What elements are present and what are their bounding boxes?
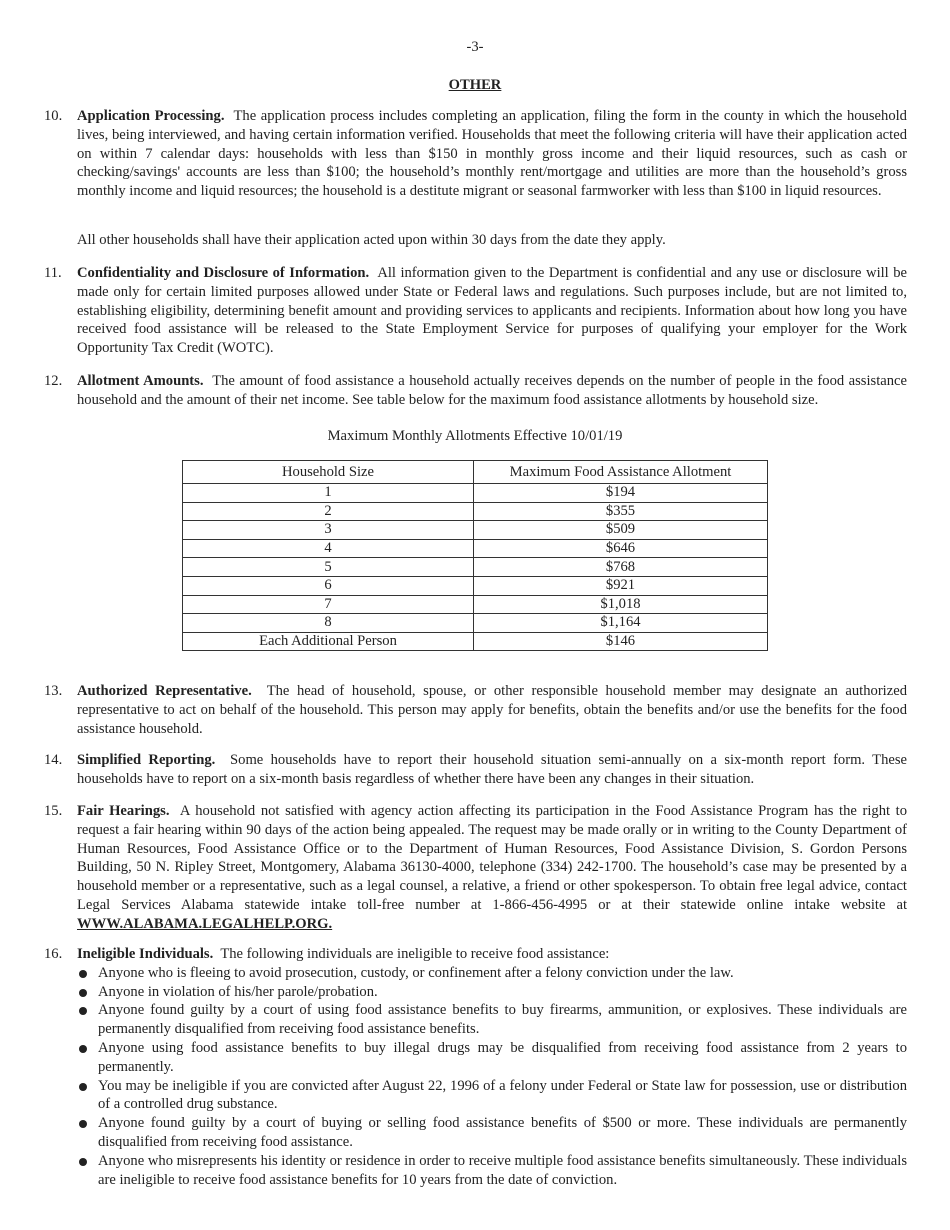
- allotment-table: [182, 460, 768, 651]
- ineligible-list: [77, 964, 907, 1190]
- household-size-cell: 5: [183, 558, 474, 577]
- item-allotment-amounts: [44, 372, 907, 410]
- table-row: [183, 539, 768, 558]
- list-item-text: Anyone in violation of his/her parole/probation.: [98, 983, 378, 1000]
- item-number: 12.: [44, 373, 63, 389]
- item-ineligible-individuals: [44, 945, 907, 1189]
- list-item: [77, 1001, 907, 1039]
- table-row: [183, 576, 768, 595]
- bullet-icon: [79, 1083, 87, 1091]
- bullet-icon: [79, 1007, 87, 1015]
- section-heading: OTHER: [448, 77, 502, 93]
- table-row: [183, 632, 768, 651]
- item-extra-text: All other households shall have their application acted upon within 30 days from the date they apply.: [77, 232, 666, 248]
- item-text: All information given to the Department is confidential and any use or disclosure will be made only for certain limited purposes allowed under State or Federal laws and regulations. Such purposes include, but are not limited to, establishing eligibility, determining benefit amount and providing services to applicants and recipients. Information about how long you have received food assistance will be released to the State Employment Service for purposes of qualifying your employer for the Work Opportunity Tax Credit (WOTC).: [77, 265, 907, 357]
- list-item-text: You may be ineligible if you are convicted after August 22, 1996 of a felony under Federal or State law for possession, use or distribution of a controlled drug substance.: [98, 1077, 907, 1113]
- item-text: A household not satisfied with agency action affecting its participation in the Food Assistance Program has the right to request a fair hearing within 90 days of the action being appealed. The request may be made orally or in writing to the County Department of Human Resources, Food Assistance Office or to the Department of Human Resources, Food Assistance Division, S. Gordon Persons Building, 50 N. Ripley Street, Montgomery, Alabama 36130-4000, telephone (334) 242-1700. The household’s case may be presented by a household member or a representative, such as a legal counsel, a relative, a friend or other spokesperson. To obtain free legal advice, contact Legal Services Alabama statewide intake toll-free number at 1-866-456-4995 or at their statewide online intake website at: [77, 803, 907, 913]
- item-title: Authorized Representative.: [77, 683, 252, 699]
- bullet-icon: [79, 1120, 87, 1128]
- list-item-text: Anyone found guilty by a court of buying or selling food assistance benefits of $500 or more. These individuals are permanently disqualified from receiving food assistance.: [98, 1115, 907, 1150]
- list-item-text: Anyone who misrepresents his identity or residence in order to receive multiple food assistance benefits simultaneously. These individuals are ineligible to receive food assistance benefits for 10 years from the date of conviction.: [98, 1152, 907, 1188]
- page-number: -3-: [466, 39, 484, 55]
- household-size-cell: 4: [183, 539, 474, 558]
- allotment-cell: $646: [474, 539, 768, 558]
- list-item: [77, 1039, 907, 1077]
- item-authorized-representative: [44, 682, 907, 738]
- allotment-cell: $1,018: [474, 595, 768, 614]
- table-row: [183, 521, 768, 540]
- table-row: [183, 484, 768, 503]
- allotment-cell: $768: [474, 558, 768, 577]
- column-header: Household Size: [183, 461, 474, 484]
- item-text: The application process includes completing an application, filing the form in the county in which the household lives, being interviewed, and having certain information verified. Households that meet the following criteria will have their application acted on within 7 calendar days: households with less than $150 in monthly gross income and their liquid resources, such as cash or checking/savings' accounts are less than $100; the household’s monthly rent/mortgage and utilities are more than the household’s gross monthly income and liquid resources; the household is a destitute migrant or seasonal farmworker with less than $100 in liquid resources.: [77, 108, 907, 200]
- item-number: 10.: [44, 108, 63, 124]
- item-text: The amount of food assistance a household actually receives depends on the number of people in the food assistance household and the amount of their net income. See table below for the maximum food assistance allotments by household size.: [77, 373, 907, 408]
- item-title: Allotment Amounts.: [77, 373, 204, 389]
- table-header-row: [183, 461, 768, 484]
- column-header: Maximum Food Assistance Allotment: [474, 461, 768, 484]
- table-row: [183, 558, 768, 577]
- list-item-text: Anyone using food assistance benefits to buy illegal drugs may be disqualified from receiving food assistance from 2 years to permanently.: [98, 1039, 907, 1075]
- list-item: [77, 1114, 907, 1152]
- item-number: 13.: [44, 683, 63, 699]
- item-text: Some households have to report their household situation semi-annually on a six-month report form. These households have to report on a six-month basis regardless of whether there have been any changes in their situation.: [77, 752, 908, 787]
- list-item: [77, 1077, 907, 1115]
- item-number: 15.: [44, 803, 63, 819]
- item-number: 14.: [44, 752, 63, 768]
- table-row: [183, 502, 768, 521]
- bullet-icon: [79, 1045, 87, 1053]
- allotment-cell: $1,164: [474, 614, 768, 633]
- household-size-cell: 6: [183, 576, 474, 595]
- item-number: 11.: [44, 265, 62, 281]
- list-item-text: Anyone found guilty by a court of using food assistance benefits to buy firearms, ammunition, or explosives. These individuals are permanently disqualified from receiving food assistance benefits.: [98, 1002, 907, 1038]
- allotment-cell: $355: [474, 502, 768, 521]
- household-size-cell: 2: [183, 502, 474, 521]
- item-text: The head of household, spouse, or other responsible household member may designate an authorized representative to act on behalf of the household. This person may apply for benefits, obtain the benefits and/or use the benefits for the food assistance household.: [77, 683, 907, 737]
- household-size-cell: 8: [183, 614, 474, 633]
- list-item: [77, 964, 907, 983]
- item-simplified-reporting: [44, 751, 907, 789]
- bullet-icon: [79, 1158, 87, 1166]
- allotment-cell: $921: [474, 576, 768, 595]
- household-size-cell: 7: [183, 595, 474, 614]
- item-fair-hearings: [44, 802, 907, 934]
- allotment-cell: $194: [474, 484, 768, 503]
- list-item: [77, 983, 907, 1002]
- item-title: Fair Hearings.: [77, 803, 170, 819]
- bullet-icon: [79, 970, 87, 978]
- item-application-processing: [44, 107, 907, 201]
- item-title: Confidentiality and Disclosure of Information.: [77, 265, 370, 281]
- table-caption: Maximum Monthly Allotments Effective 10/01/19: [327, 428, 623, 444]
- table-row: [183, 614, 768, 633]
- allotment-cell: $509: [474, 521, 768, 540]
- household-size-cell: 3: [183, 521, 474, 540]
- item-title: Simplified Reporting.: [77, 752, 216, 768]
- item-title: Application Processing.: [77, 108, 225, 124]
- item-number: 16.: [44, 946, 63, 962]
- item-confidentiality: [44, 264, 907, 358]
- list-item-text: Anyone who is fleeing to avoid prosecution, custody, or confinement after a felony conviction under the law.: [98, 964, 734, 981]
- bullet-icon: [79, 989, 87, 997]
- list-item: [77, 1152, 907, 1190]
- household-size-cell: 1: [183, 484, 474, 503]
- legal-help-link[interactable]: WWW.ALABAMA.LEGALHELP.ORG.: [77, 915, 333, 932]
- allotment-cell: $146: [474, 632, 768, 651]
- item-text: The following individuals are ineligible to receive food assistance:: [220, 946, 610, 962]
- household-size-cell: Each Additional Person: [183, 632, 474, 651]
- item-title: Ineligible Individuals.: [77, 946, 214, 962]
- table-row: [183, 595, 768, 614]
